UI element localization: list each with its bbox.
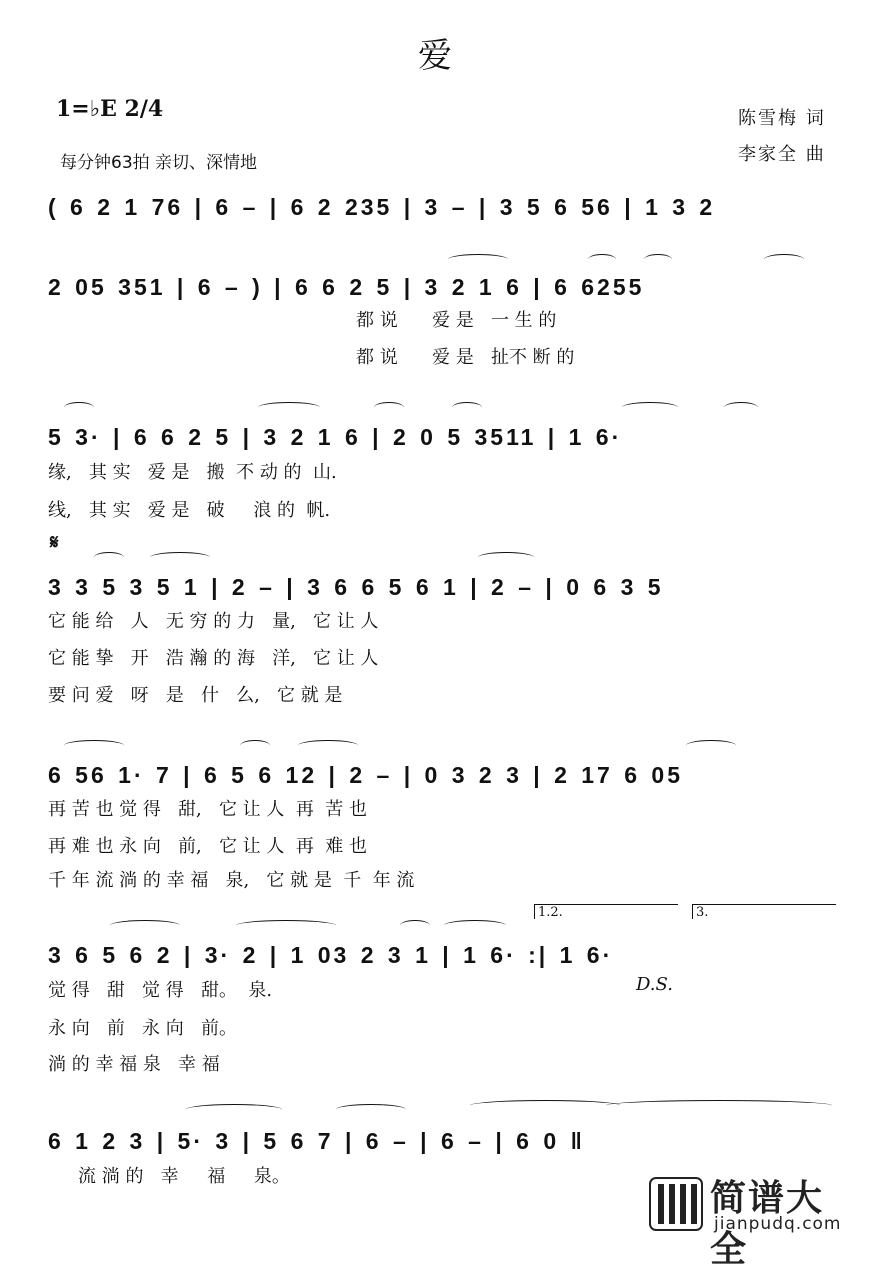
volta-1-2: 1.2. [534,904,678,919]
row-6-lyrics-3: 淌 的 幸 福 泉 幸 福 [48,1054,220,1075]
lyricist-credit: 陈雪梅 词 [738,108,826,129]
row-4-lyrics-2: 它 能 挚 开 浩 瀚 的 海 洋, 它 让 人 [48,648,379,669]
row-4-lyrics-3: 要 问 爱 呀 是 什 么, 它 就 是 [48,685,343,706]
row-6-lyrics-1: 觉 得 甜 觉 得 甜。 泉. [48,980,273,1001]
composer-credit: 李家全 曲 [738,144,826,165]
row-3-notes: 5 3· | 6 6 2 5 | 3 2 1 6 | 2 0 5 3511 | 1 6· [48,424,623,450]
row-6-lyrics-2: 永 向 前 永 向 前。 [48,1018,237,1039]
staff-row-7 [40,1120,840,1166]
staff-row-1 [40,186,840,232]
row-5-lyrics-3: 千 年 流 淌 的 幸 福 泉, 它 就 是 千 年 流 [48,870,415,891]
watermark-name: 简谱大全 [710,1178,825,1270]
key-signature: 1=♭E 2/4 [56,96,164,122]
row-1-notes: ( 6 2 1 76 | 6 – | 6 2 235 | 3 – | 3 5 6 56 | 1 3 2 [48,194,716,220]
row-5-lyrics-1: 再 苦 也 觉 得 甜, 它 让 人 再 苦 也 [48,799,367,820]
row-7-notes: 6 1 2 3 | 5· 3 | 5 6 7 | 6 – | 6 – | 6 0 ‖ [48,1128,585,1154]
segno-sign: 𝄋 [50,530,59,554]
row-5-notes: 6 56 1· 7 | 6 5 6 12 | 2 – | 0 3 2 3 | 2 17 6 05 [48,762,684,788]
volta-3: 3. [692,904,836,919]
watermark-url: jianpudq.com [714,1214,842,1234]
tempo-marking: 每分钟63拍 亲切、深情地 [60,153,258,173]
row-6-notes: 3 6 5 6 2 | 3· 2 | 1 03 2 3 1 | 1 6· :| 1 6· [48,942,614,968]
row-3-lyrics-1: 缘, 其 实 爱 是 搬 不 动 的 山. [48,462,337,483]
staff-row-5 [40,754,840,800]
dal-segno-mark: D.S. [636,974,673,995]
piano-keys-icon [648,1176,704,1232]
row-4-lyrics-1: 它 能 给 人 无 穷 的 力 量, 它 让 人 [48,611,379,632]
staff-row-4 [40,566,840,612]
row-2-lyrics-2: 都 说 爱 是 扯不 断 的 [356,347,575,368]
row-3-lyrics-2: 线, 其 实 爱 是 破 浪 的 帆. [48,500,331,521]
row-5-lyrics-2: 再 难 也 永 向 前, 它 让 人 再 难 也 [48,836,367,857]
row-2-lyrics-1: 都 说 爱 是 一 生 的 [356,310,557,331]
watermark-logo [648,1170,858,1270]
row-4-notes: 3 3 5 3 5 1 | 2 – | 3 6 6 5 6 1 | 2 – | 0 6 3 5 [48,574,664,600]
staff-row-3 [40,416,840,462]
row-2-notes: 2 05 351 | 6 – ) | 6 6 2 5 | 3 2 1 6 | 6 6255 [48,274,645,300]
staff-row-6 [40,934,840,980]
song-title: 爱 [418,36,452,76]
row-7-lyrics-1: 流 淌 的 幸 福 泉。 [78,1166,290,1187]
